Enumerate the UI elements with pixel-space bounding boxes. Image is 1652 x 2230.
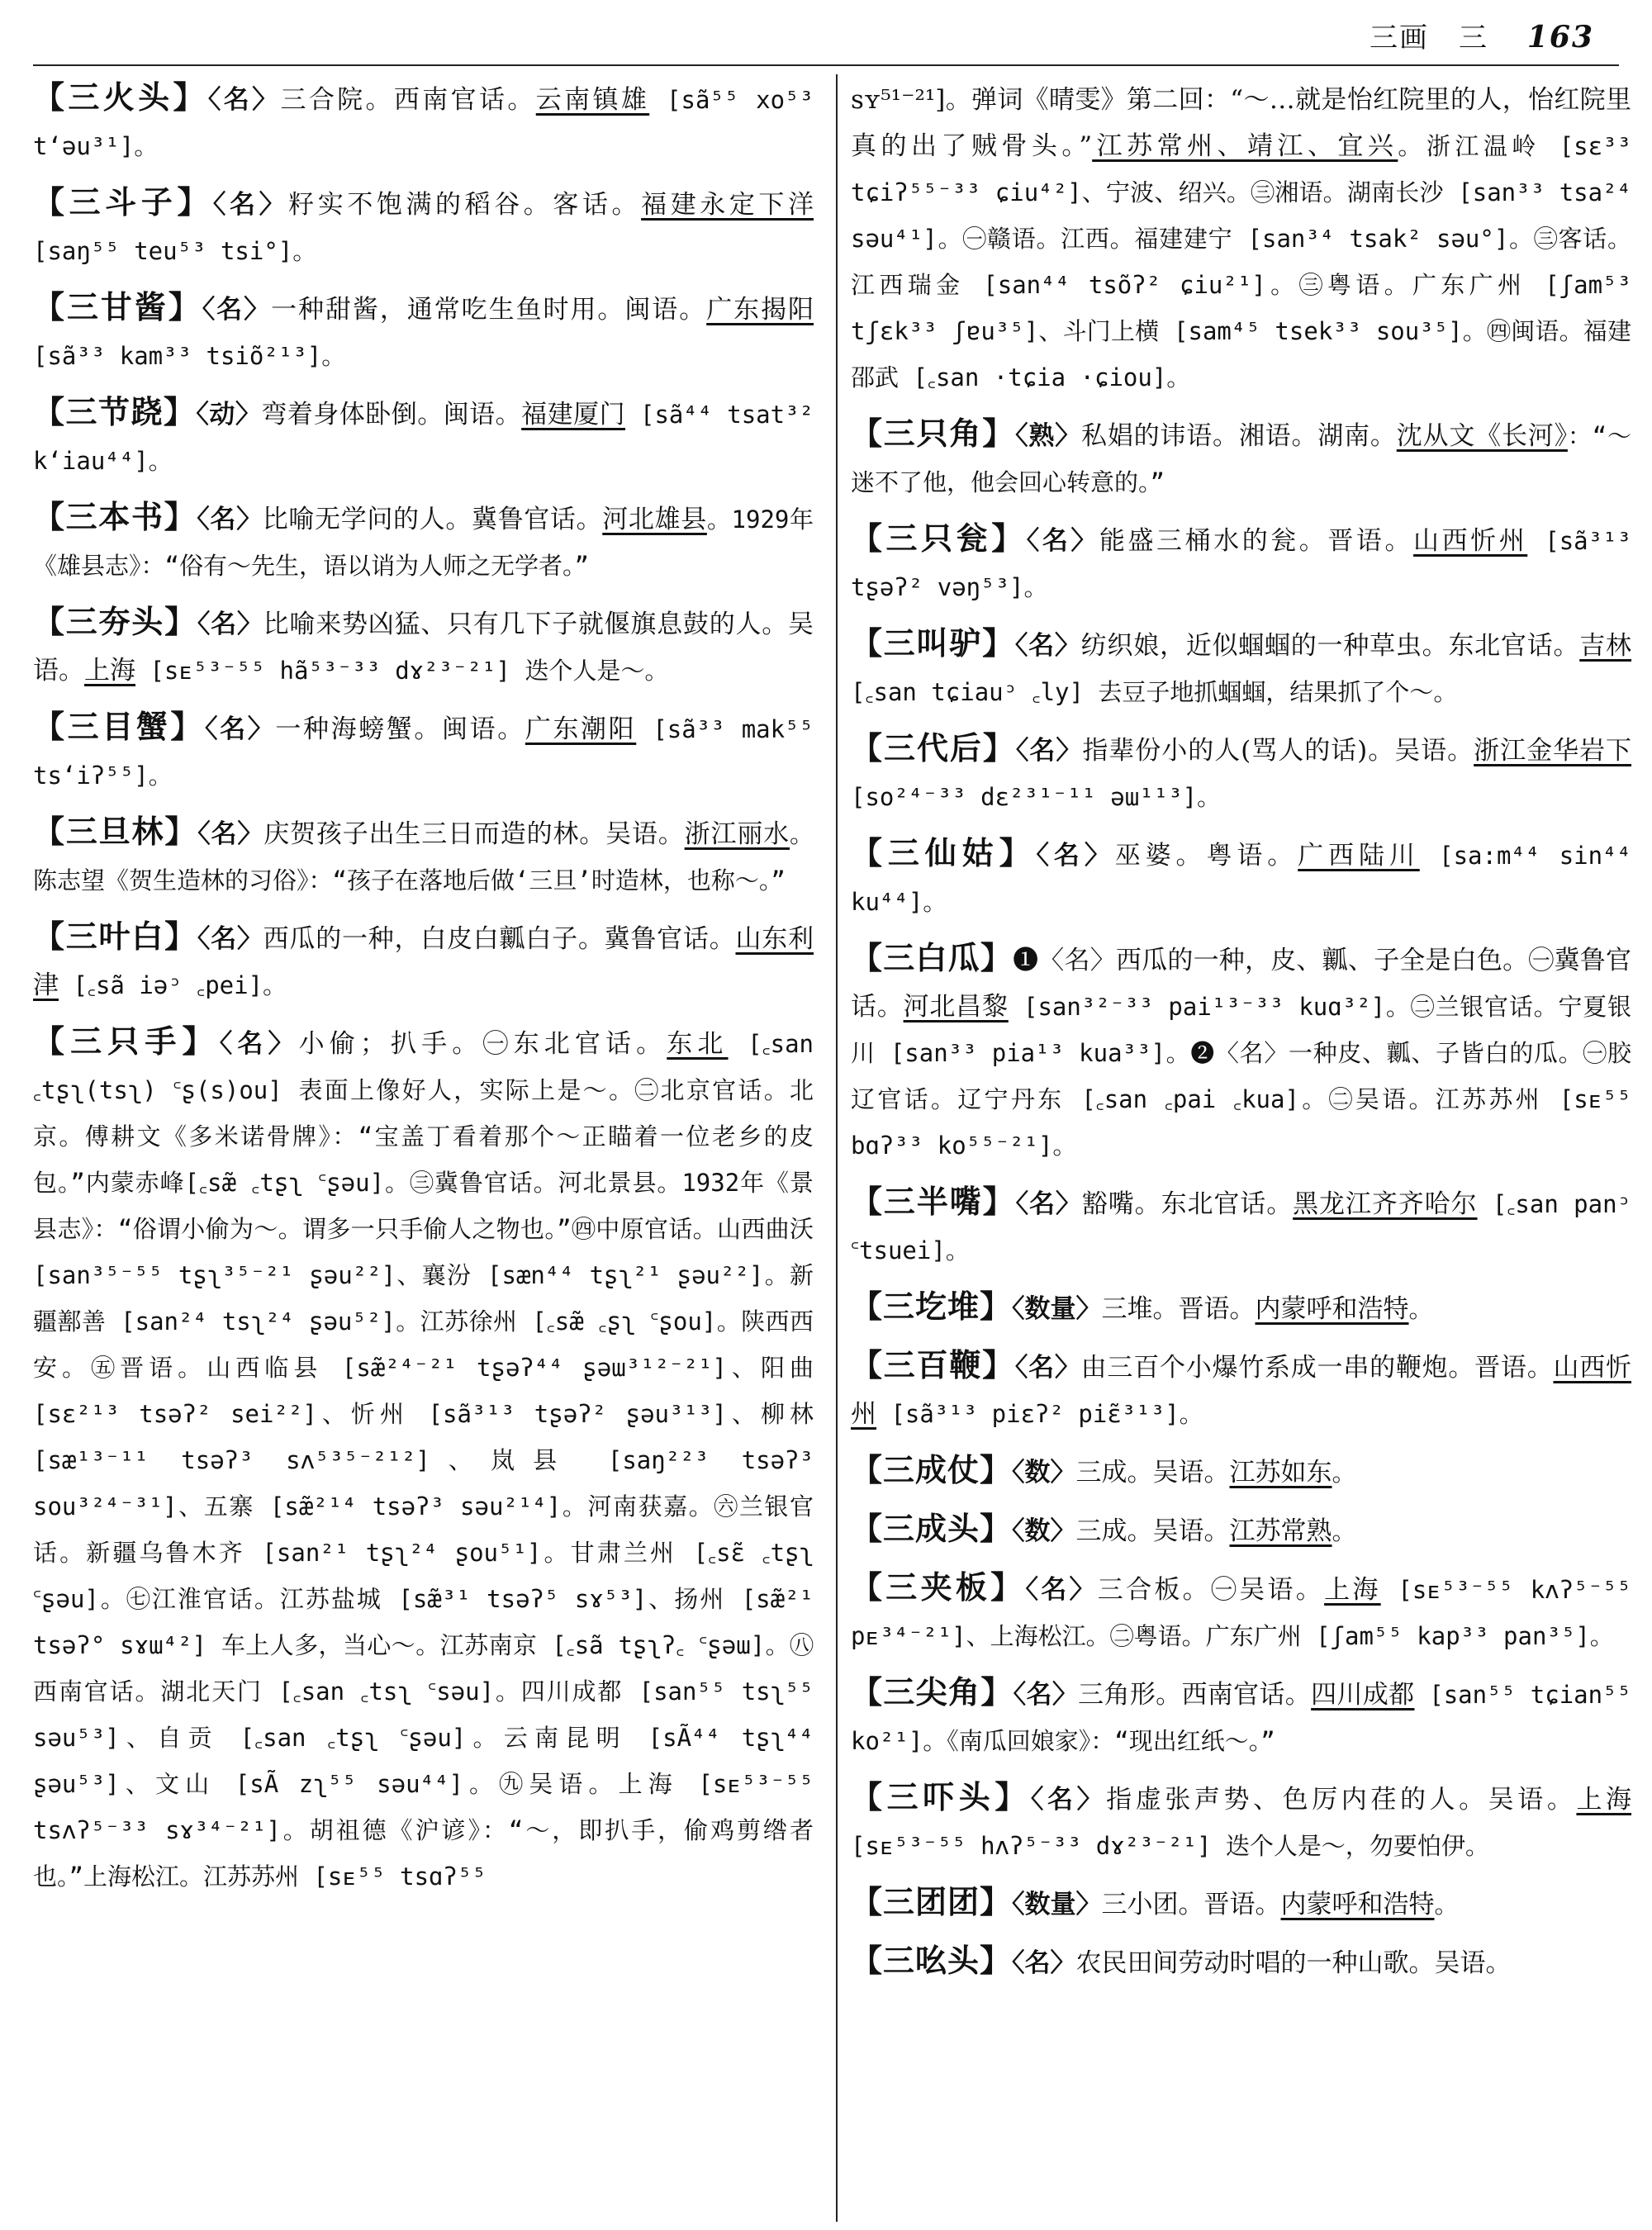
headword: 【三成仗】 (851, 1451, 1013, 1488)
location: 吉林 (1579, 631, 1632, 661)
definition: ❶〈名〉西瓜的一种，皮、瓤、子全是白色。㊀冀鲁官话。 (851, 946, 1631, 1022)
pronunciation-and-notes: [san⁵⁵ tɕian⁵⁵ ko²¹]。《南瓜回娘家》：“现出红纸～。” (851, 1681, 1632, 1755)
pronunciation-and-notes: [san³²⁻³³ pai¹³⁻³³ kuɑ³²]。㊁兰银官话。宁夏银川 [san³³ pia¹³ kua³³]。❷〈名〉一种皮、瓤、子皆白的瓜。㊀胶辽官话。辽宁丹东 [꜀san ꜀pai ꜀kua]。㊁吴语。江苏苏州 [sᴇ⁵⁵ bɑʔ³³ ko⁵⁵⁻²¹]。 (851, 993, 1632, 1160)
pronunciation-and-notes: [꜀san ꜀tʂʅ(tsʅ) ꜂ʂ(s)ou] 表面上像好人，实际上是～。㊁北京官话。北京。傅耕文《多米诺骨牌》：“宝盖丁看着那个～正瞄着一位老乡的皮包。”内蒙赤峰[꜀sæ̃ ꜀tʂʅ ꜂ʂəu]。㊂冀鲁官话。河北景县。1932年《景县志》：“俗谓小偷为～。谓多一只手偷人之物也。”㊃中原官话。山西曲沃 [san³⁵⁻⁵⁵ tʂʅ³⁵⁻²¹ ʂəu²²]、襄汾 [sæn⁴⁴ tʂʅ²¹ ʂəu²²]。新疆鄯善 [san²⁴ tsʅ²⁴ ʂəu⁵²]。江苏徐州 [꜀sæ̃ ꜀ʂʅ ꜂ʂou]。陕西西安。㊄晋语。山西临县 [sæ̃²⁴⁻²¹ tʂəʔ⁴⁴ ʂəɯ³¹²⁻²¹]、阳曲 [sɛ²¹³ tsəʔ² sei²²]、忻州 [sã³¹³ tʂəʔ² ʂəu³¹³]、柳林 [sæ¹³⁻¹¹ tsəʔ³ sʌ⁵³⁵⁻²¹²]、岚县 [saŋ²²³ tsəʔ³ sou³²⁴⁻³¹]、五寨 [sæ̃²¹⁴ tsəʔ³ səu²¹⁴]。河南获嘉。㊅兰银官话。新疆乌鲁木齐 [san²¹ tʂʅ²⁴ ʂou⁵¹]。甘肃兰州 [꜀sɛ̃ ꜀tʂʅ ꜂ʂəu]。㊆江淮官话。江苏盐城 [sæ̃³¹ tsəʔ⁵ sɤ⁵³]、扬州 [sæ̃²¹ tsəʔ° sɤɯ⁴²] 车上人多，当心～。江苏南京 [꜀sã tʂʅʔ꜀ ꜂ʂəɯ]。㊇西南官话。湖北天门 [꜀san ꜀tsʅ ꜂səu]。四川成都 [san⁵⁵ tsʅ⁵⁵ səu⁵³]、自贡 [꜀san ꜀tʂʅ ꜂ʂəu]。云南昆明 [sÃ⁴⁴ tʂʅ⁴⁴ ʂəu⁵³]、文山 [sÃ zʅ⁵⁵ səu⁴⁴]。㊈吴语。上海 [sᴇ⁵³⁻⁵⁵ tsʌʔ⁵⁻³³ sɤ³⁴⁻²¹]。胡祖德《沪谚》：“～，即扒手，偷鸡剪绺者也。”上海松江。江苏苏州 [sᴇ⁵⁵ tsɑʔ⁵⁵ (33, 1030, 814, 1891)
part-of-speech: 〈名〉 (1030, 1785, 1107, 1815)
header-rule (33, 64, 1619, 66)
location: 广西陆川 (1298, 841, 1420, 871)
definition: 指虚张声势、色厉内荏的人。吴语。 (1106, 1785, 1577, 1815)
right-column (851, 74, 1631, 2222)
headword: 【三火头】 (33, 78, 208, 116)
definition: 指辈份小的人(骂人的话)。吴语。 (1082, 736, 1474, 766)
part-of-speech: 〈数〉 (1012, 1516, 1076, 1546)
dictionary-entry (33, 704, 814, 799)
definition: 三成。吴语。 (1075, 1458, 1230, 1487)
headword: 【三甘酱】 (33, 288, 202, 325)
dictionary-entry (33, 284, 814, 379)
definition: 能盛三桶水的瓮。晋语。 (1099, 526, 1414, 556)
dictionary-entry (851, 830, 1631, 925)
part-of-speech: 〈动〉 (196, 400, 262, 429)
pronunciation-and-notes: [sᴇ⁵³⁻⁵⁵ kʌʔ⁵⁻⁵⁵ pᴇ³⁴⁻²¹]、上海松江。㊁粤语。广东广州 [ʃam⁵⁵ kap³³ pan³⁵]。 (851, 1576, 1631, 1650)
pronunciation-and-notes: [so²⁴⁻³³ dɛ²³¹⁻¹¹ əɯ¹¹³]。 (851, 783, 1222, 811)
dictionary-entry (851, 1342, 1631, 1437)
pronunciation-and-notes: [sã³³ kam³³ tsiõ²¹³]。 (33, 342, 346, 370)
headword: 【三节跷】 (33, 393, 197, 430)
running-header (1370, 15, 1594, 55)
pronunciation-and-notes: [sᴇ⁵³⁻⁵⁵ hã⁵³⁻³³ dɤ²³⁻²¹] 迭个人是～。 (135, 657, 669, 685)
location: 山东利津 (33, 924, 814, 1000)
location: 福建厦门 (521, 400, 626, 429)
location: 上海 (1324, 1575, 1381, 1605)
part-of-speech: 〈名〉 (197, 924, 263, 954)
headword: 【三吆头】 (851, 1942, 1013, 1979)
part-of-speech: 〈名〉 (205, 714, 276, 744)
location: 上海 (84, 656, 135, 686)
headword: 【三仙姑】 (851, 834, 1037, 871)
location: 山西忻州 (1413, 526, 1528, 556)
dictionary-entry (33, 494, 814, 589)
pronunciation-and-notes: [꜀sã iəᵓ ꜀pei]。 (59, 971, 287, 999)
part-of-speech: 〈名〉 (1026, 526, 1099, 556)
pronunciation-and-notes: [sᴇ⁵³⁻⁵⁵ hʌʔ⁵⁻³³ dɤ²³⁻²¹] 迭个人是～，勿要怕伊。 (851, 1832, 1489, 1860)
part-of-speech: 〈名〉 (212, 190, 289, 220)
part-of-speech: 〈名〉 (1014, 1353, 1081, 1383)
part-of-speech: 〈名〉 (197, 610, 263, 639)
part-of-speech: 〈名〉 (197, 819, 264, 849)
pronunciation-and-notes: [saŋ⁵⁵ teu⁵³ tsi°]。 (33, 237, 317, 265)
part-of-speech: 〈名〉 (207, 85, 281, 115)
definition: 三合板。㊀吴语。 (1097, 1575, 1325, 1605)
part-of-speech: 〈数量〉 (1012, 1294, 1102, 1324)
definition: 一种甜酱，通常吃生鱼时用。闽语。 (271, 295, 707, 325)
location: 浙江丽水 (684, 819, 790, 849)
dictionary-entry (851, 935, 1631, 1169)
part-of-speech: 〈名〉 (1015, 1189, 1082, 1219)
part-of-speech: 〈数〉 (1012, 1458, 1076, 1487)
headword: 【三本书】 (33, 498, 197, 535)
definition: 弯着身体卧倒。闽语。 (261, 400, 522, 429)
headword: 【三目蟹】 (33, 708, 206, 745)
dictionary-entry (33, 1018, 814, 1900)
location: 河北雄县 (602, 505, 707, 534)
headword: 【三叶白】 (33, 918, 197, 955)
part-of-speech: 〈数量〉 (1012, 1890, 1102, 1919)
definition: 三堆。晋语。 (1101, 1294, 1256, 1324)
definition: 一种海螃蟹。闽语。 (275, 714, 525, 744)
pronunciation-and-notes: [sã³¹³ piɛʔ² piɛ̃³¹³]。 (876, 1400, 1203, 1428)
location: 内蒙呼和浩特 (1255, 1294, 1409, 1324)
headword: 【三只瓮】 (851, 520, 1027, 557)
part-of-speech: 〈名〉 (202, 295, 272, 325)
header-section: 三画 三 (1370, 21, 1489, 55)
left-column (33, 74, 814, 2222)
part-of-speech: 〈名〉 (1012, 1948, 1076, 1978)
definition: 纺织娘，近似蝈蝈的一种草虫。东北官话。 (1080, 631, 1580, 661)
location: 内蒙呼和浩特 (1280, 1890, 1435, 1919)
dictionary-entry (33, 913, 814, 1008)
location: 广东揭阳 (706, 295, 814, 325)
pronunciation-and-notes: [꜀san panᵓ ꜂tsuei]。 (851, 1190, 1632, 1264)
location: 江苏常州、靖江、宜兴 (1092, 131, 1398, 161)
definition: 三合院。西南官话。 (280, 85, 536, 115)
part-of-speech: 〈名〉 (197, 505, 263, 534)
definition: 豁嘴。东北官话。 (1081, 1189, 1294, 1219)
headword: 【三尖角】 (851, 1673, 1014, 1710)
dictionary-entry (851, 620, 1631, 715)
dictionary-entry (851, 74, 1631, 401)
definition: 庆贺孩子出生三日而造的林。吴语。 (263, 819, 685, 849)
headword: 【三百鞭】 (851, 1346, 1015, 1383)
definition: 籽实不饱满的稻谷。客话。 (288, 190, 642, 220)
location: 福建永定下洋 (641, 190, 814, 220)
location: 云南镇雄 (535, 85, 650, 115)
dictionary-entry (851, 1774, 1631, 1869)
headword: 【三成头】 (851, 1510, 1013, 1547)
dictionary-entry (851, 1669, 1631, 1764)
part-of-speech: 〈名〉 (1014, 631, 1081, 661)
location: 沈从文《长河》 (1396, 421, 1568, 451)
location: 上海 (1576, 1785, 1632, 1815)
definition: 西瓜的一种，白皮白瓤白子。冀鲁官话。 (263, 924, 736, 954)
pronunciation-and-notes: [sa:m⁴⁴ sin⁴⁴ ku⁴⁴]。 (851, 842, 1632, 916)
dictionary-entry (851, 725, 1631, 820)
location: 河北昌黎 (903, 992, 1009, 1022)
pronunciation-and-notes: [꜀san tɕiauᵓ ꜀ly] 去豆子地抓蝈蝈，结果抓了个～。 (851, 678, 1458, 706)
headword: 【三白瓜】 (851, 939, 1014, 976)
headword: 【三半嘴】 (851, 1183, 1016, 1220)
definition: 私娼的讳语。湘语。湖南。 (1081, 421, 1397, 451)
dictionary-entry (851, 1938, 1631, 1986)
pronunciation-and-notes: ：“～迷不了他，他会回心转意的。” (851, 422, 1632, 496)
definition: 农民田间劳动时唱的一种山歌。吴语。 (1075, 1948, 1512, 1978)
definition: 三小团。晋语。 (1101, 1890, 1281, 1919)
headword: 【三夹板】 (851, 1568, 1026, 1606)
location: 浙江金华岩下 (1474, 736, 1632, 766)
definition: 三角形。西南官话。 (1078, 1680, 1312, 1710)
headword: 【三斗子】 (33, 183, 213, 221)
dictionary-entry (851, 1179, 1631, 1274)
location: 广东潮阳 (525, 714, 637, 744)
pronunciation-and-notes: [sã³³ mak⁵⁵ tsʻiʔ⁵⁵]。 (33, 715, 814, 790)
dictionary-entry (33, 74, 814, 169)
dictionary-entry (33, 389, 814, 484)
dictionary-entry (33, 599, 814, 694)
definition: 小偷；扒手。㊀东北官话。 (298, 1029, 667, 1059)
pronunciation-and-notes: 。 (1434, 1891, 1459, 1919)
headword: 【三团团】 (851, 1883, 1013, 1920)
pronunciation-and-notes: 。浙江温岭 [sɛ³³ tɕiʔ⁵⁵⁻³³ ɕiu⁴²]、宁波、绍兴。㊂湘语。湖南长沙 [san³³ tsa²⁴ səu⁴¹]。㊀赣语。江西。福建建宁 [san³⁴ tsak² səu°]。㊂客话。江西瑞金 [san⁴⁴ tsõʔ² ɕiu²¹]。㊂粤语。广东广州 [ʃam⁵³ tʃɛk³³ ʃɐu³⁵]、斗门上横 [sam⁴⁵ tsek³³ sou³⁵]。㊃闽语。福建邵武 [꜀san ·tɕia ·ɕiou]。 (851, 132, 1631, 391)
headword: 【三旦林】 (33, 813, 198, 850)
location: 江苏如东 (1229, 1458, 1332, 1487)
pronunciation-and-notes: [sã⁴⁴ tsat³² kʻiau⁴⁴]。 (33, 401, 814, 475)
dictionary-entry (851, 1506, 1631, 1554)
part-of-speech: 〈名〉 (1015, 736, 1083, 766)
part-of-speech: 〈名〉 (1025, 1575, 1098, 1605)
dictionary-entry (33, 179, 814, 274)
dictionary-entry (851, 1564, 1631, 1659)
definition: 比喻来势凶猛、只有几下子就偃旗息鼓的人。吴语。 (33, 610, 814, 686)
pronunciation-and-notes: 。陈志望《贺生造林的习俗》：“孩子在落地后做‘三旦’时造林，也称～。” (33, 820, 814, 894)
dictionary-entry (33, 809, 814, 904)
headword: 【三夯头】 (33, 603, 197, 640)
location: 黑龙江齐齐哈尔 (1293, 1189, 1478, 1219)
pronunciation-and-notes: [sã⁵⁵ xo⁵³ tʻəu³¹]。 (33, 86, 814, 160)
part-of-speech: 〈熟〉 (1015, 421, 1081, 451)
definition: 由三百个小爆竹系成一串的鞭炮。晋语。 (1080, 1353, 1554, 1383)
location: 山西忻州 (851, 1353, 1632, 1429)
dictionary-entry (851, 515, 1631, 610)
part-of-speech: 〈名〉 (1013, 1680, 1079, 1710)
pronunciation-and-notes: [sã³¹³ tʂəʔ² vəŋ⁵³]。 (851, 527, 1632, 601)
definition: sʏ⁵¹⁻²¹]。弹词《晴雯》第二回：“～…就是怡红院里的人，怡红院里真的出了贼骨头。” (851, 85, 1631, 161)
pronunciation-and-notes: 。 (1332, 1517, 1356, 1545)
dictionary-entry (851, 410, 1631, 505)
headword: 【三吓头】 (851, 1778, 1031, 1815)
pronunciation-and-notes: 。 (1332, 1459, 1356, 1487)
dictionary-entry (851, 1879, 1631, 1928)
page-number: 163 (1526, 20, 1594, 55)
location: 江苏常熟 (1229, 1516, 1332, 1546)
dictionary-entry (851, 1447, 1631, 1496)
definition: 巫婆。粤语。 (1114, 841, 1298, 871)
headword: 【三圪堆】 (851, 1288, 1013, 1325)
column-divider (836, 74, 838, 2222)
location: 东北 (667, 1029, 729, 1059)
headword: 【三代后】 (851, 729, 1016, 766)
headword: 【三叫驴】 (851, 624, 1015, 662)
pronunciation-and-notes: 。1929年《雄县志》：“俗有～先生，语以诮为人师之无学者。” (33, 505, 814, 580)
headword: 【三只手】 (33, 1022, 220, 1060)
part-of-speech: 〈名〉 (219, 1029, 299, 1059)
dictionary-entry (851, 1283, 1631, 1332)
part-of-speech: 〈名〉 (1036, 841, 1115, 871)
headword: 【三只角】 (851, 415, 1016, 452)
pronunciation-and-notes: 。 (1408, 1295, 1433, 1323)
location: 四川成都 (1311, 1680, 1415, 1710)
definition: 比喻无学问的人。冀鲁官话。 (262, 505, 603, 534)
definition: 三成。吴语。 (1075, 1516, 1230, 1546)
